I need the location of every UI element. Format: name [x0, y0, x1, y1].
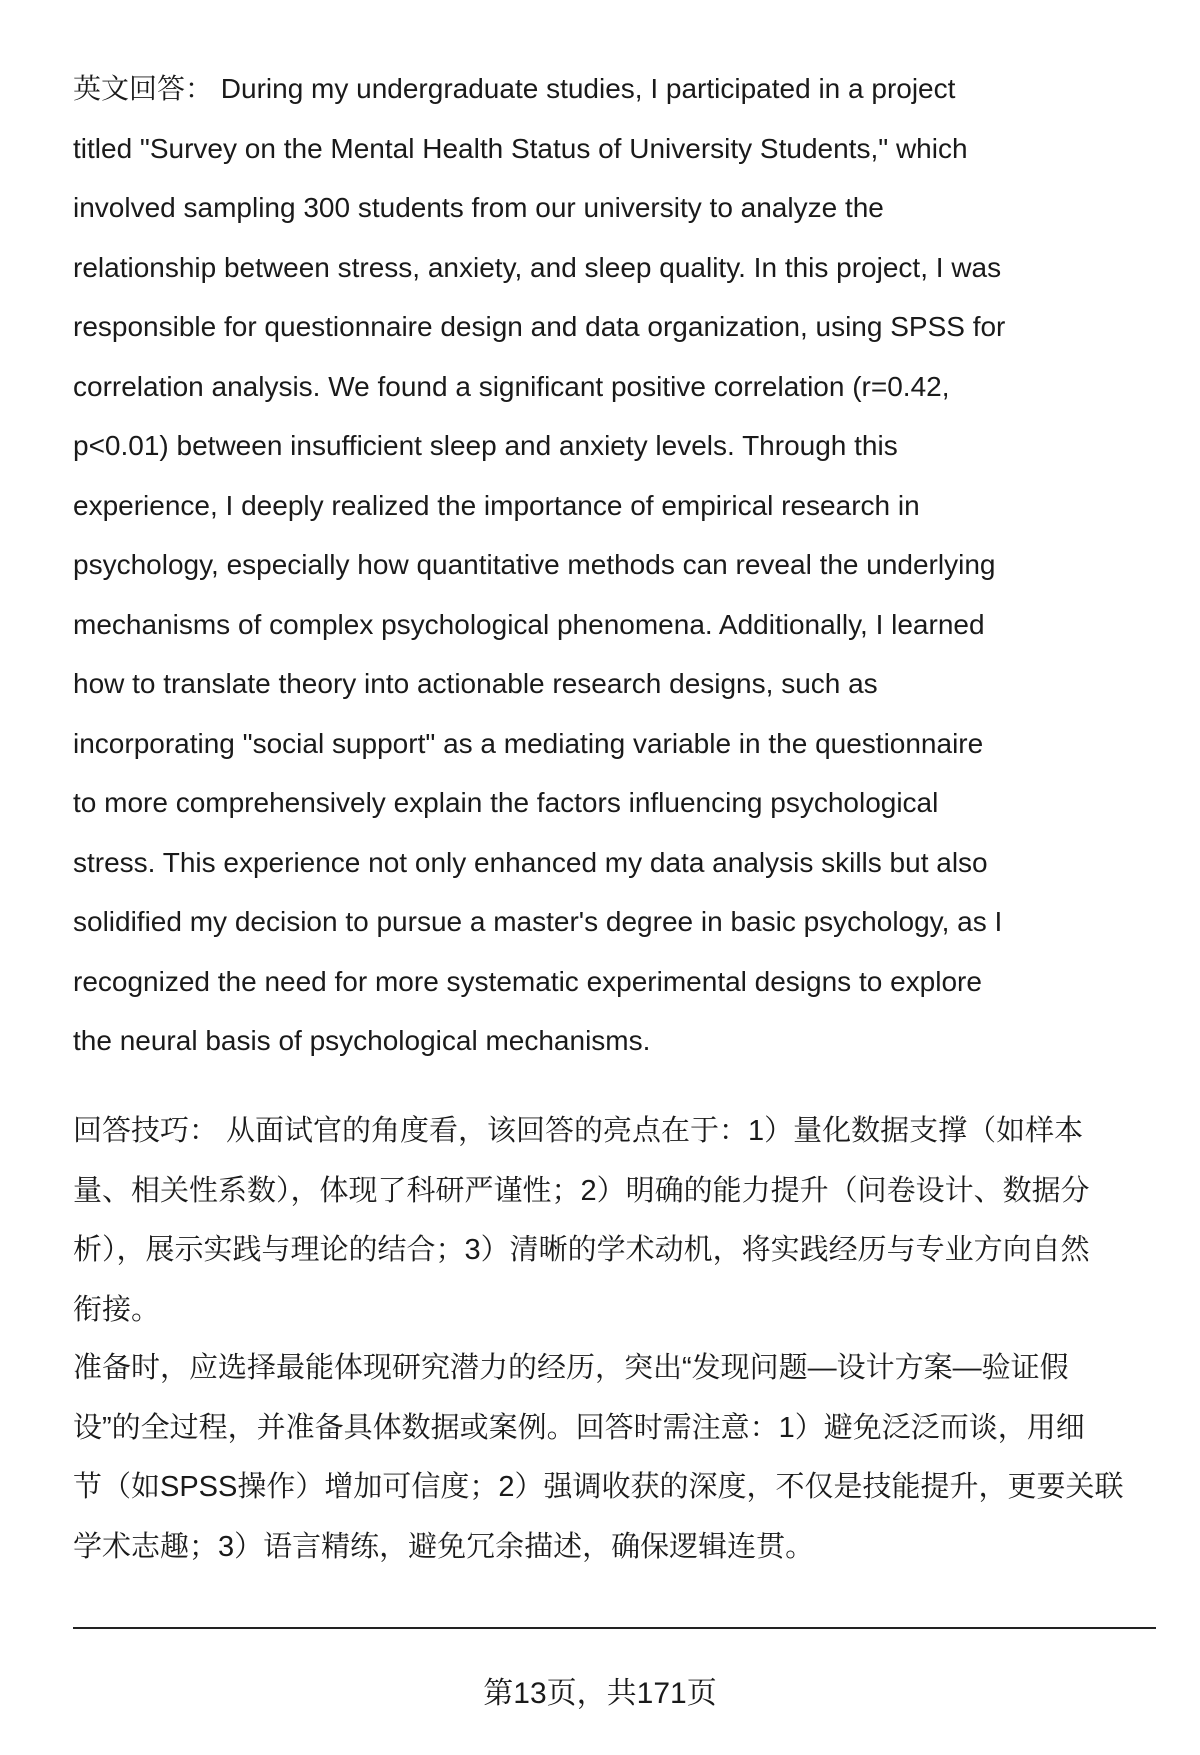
- text-line: titled "Survey on the Mental Health Status of University Students," which: [73, 132, 968, 164]
- text-line: 回答技巧： 从面试官的角度看，该回答的亮点在于：1）量化数据支撑（如样本: [73, 1115, 1084, 1147]
- english-answer-paragraph: [73, 59, 1163, 1071]
- text-line: 析），展示实践与理论的结合；3）清晰的学术动机，将实践经历与专业方向自然: [73, 1234, 1090, 1266]
- text-line: involved sampling 300 students from our university to analyze the: [73, 192, 884, 223]
- text-line: how to translate theory into actionable research designs, such as: [73, 668, 878, 699]
- text-line: 设”的全过程，并准备具体数据或案例。回答时需注意：1）避免泛泛而谈，用细: [73, 1411, 1085, 1444]
- text-line: to more comprehensively explain the factors influencing psychological: [73, 787, 939, 818]
- text-line: psychology, especially how quantitative methods can reveal the underlying: [73, 549, 996, 580]
- text-line: 节（如SPSS操作）增加可信度；2）强调收获的深度，不仅是技能提升，更要关联: [73, 1471, 1124, 1503]
- text-line: incorporating "social support" as a mediating variable in the questionnaire: [73, 727, 984, 759]
- text-line: solidified my decision to pursue a master's degree in basic psychology, as I: [73, 906, 1003, 937]
- preparation-paragraph: [73, 1339, 1163, 1577]
- text-line: relationship between stress, anxiety, and sleep quality. In this project, I was: [73, 251, 1002, 283]
- text-line: 量、相关性系数），体现了科研严谨性；2）明确的能力提升（问卷设计、数据分: [73, 1174, 1090, 1207]
- text-line: the neural basis of psychological mechanisms.: [73, 1025, 651, 1056]
- text-line: experience, I deeply realized the importance of empirical research in: [73, 489, 920, 521]
- page-number: 第13页，共171页: [483, 1677, 717, 1710]
- text-line: 学术志趣；3）语言精练，避免冗余描述，确保逻辑连贯。: [73, 1530, 815, 1563]
- text-line: stress. This experience not only enhanced my data analysis skills but also: [73, 846, 988, 878]
- text-line: correlation analysis. We found a significant positive correlation (r=0.42,: [73, 370, 950, 402]
- text-line: 英文回答： During my undergraduate studies, I participated in a project: [73, 73, 956, 104]
- text-line: recognized the need for more systematic experimental designs to explore: [73, 965, 982, 997]
- text-line: mechanisms of complex psychological phenomena. Additionally, I learned: [73, 608, 985, 640]
- text-line: 准备时，应选择最能体现研究潜力的经历，突出“发现问题—设计方案—验证假: [73, 1352, 1069, 1384]
- footer-divider: [73, 1627, 1156, 1629]
- text-line: p<0.01) between insufficient sleep and anxiety levels. Through this: [73, 430, 898, 461]
- text-line: 衔接。: [73, 1293, 161, 1326]
- answer-tips-paragraph: [73, 1102, 1163, 1340]
- text-line: responsible for questionnaire design and data organization, using SPSS for: [73, 311, 1006, 342]
